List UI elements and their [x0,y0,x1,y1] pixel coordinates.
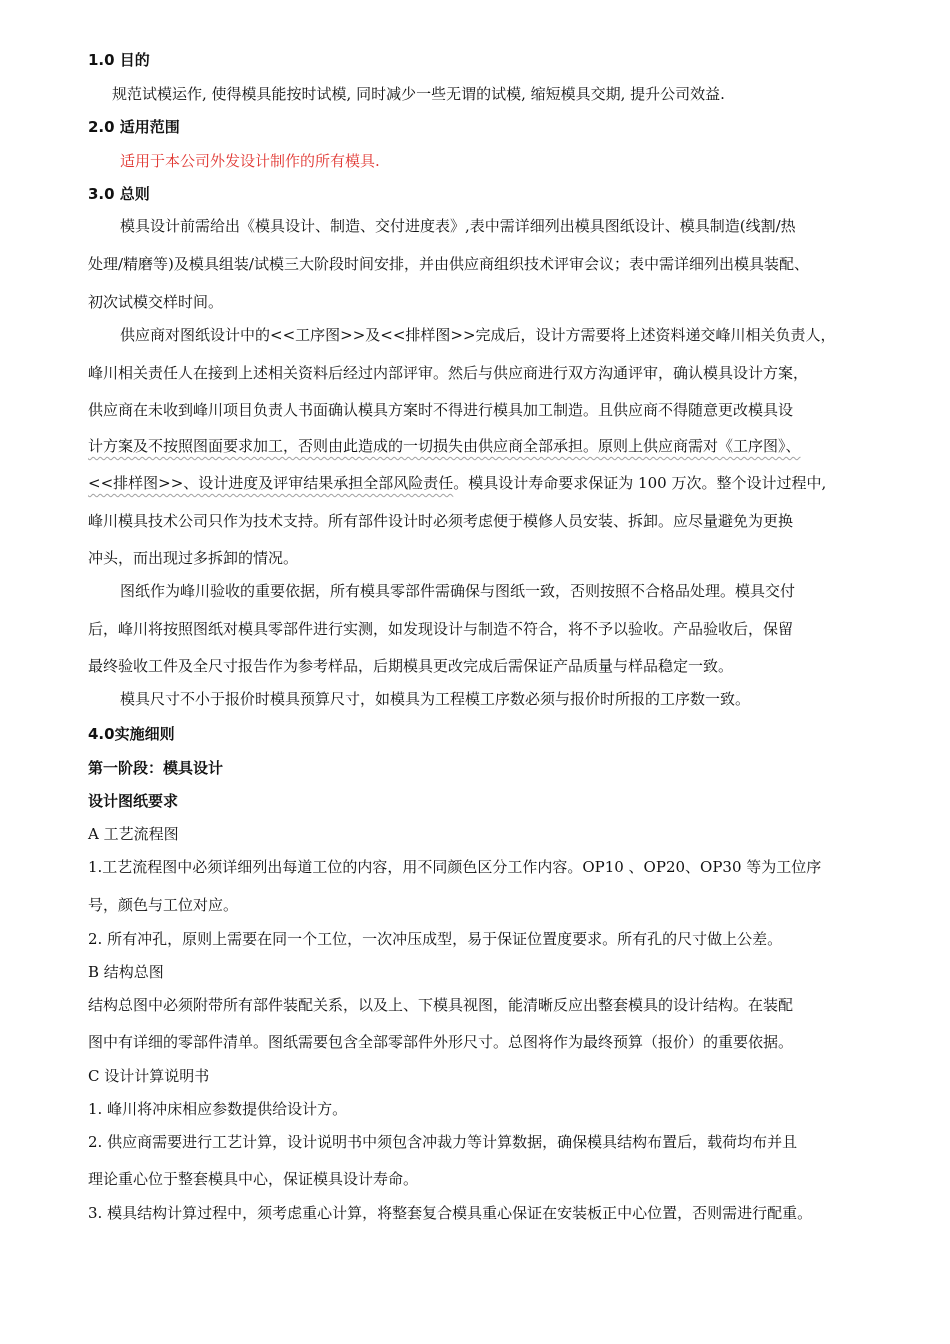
paragraph-line: 模具尺寸不小于报价时模具预算尺寸，如模具为工程模工序数必须与报价时所报的工序数一致。 [120,690,751,708]
paragraph-line: 图纸作为峰川验收的重要依据，所有模具零部件需确保与图纸一致，否则按照不合格品处理。模具交付 [120,582,796,600]
paragraph-line-segment: 。模具设计寿命要求保证为 100 万次。整个设计过程中, [453,474,827,492]
paragraph-line: 处理/精磨等)及模具组装/试模三大阶段时间安排，并由供应商组织技术评审会议；表中需详细列出模具装配、 [88,255,809,273]
paragraph-line: 最终验收工件及全尺寸报告作为参考样品，后期模具更改完成后需保证产品质量与样品稳定一致。 [88,657,734,675]
paragraph-line: 供应商对图纸设计中的<<工序图>>及<<排样图>>完成后，设计方需要将上述资料递交峰川相关负责人， [120,326,836,344]
paragraph-line: 冲头，而出现过多拆卸的情况。 [88,549,299,567]
paragraph-line: 供应商在未收到峰川项目负责人书面确认模具方案时不得进行模具加工制造。且供应商不得随意更改模具设 [88,401,794,419]
section-2-text: 适用于本公司外发设计制作的所有模具. [120,152,380,170]
paragraph-line: 理论重心位于整套模具中心，保证模具设计寿命。 [88,1170,419,1188]
section-3-heading: 3.0 总则 [88,185,150,203]
section-1-heading: 1.0 目的 [88,51,150,69]
paragraph-line: 峰川相关责任人在接到上述相关资料后经过内部评审。然后与供应商进行双方沟通评审，确认模具设计方案， [88,364,809,382]
subsection-heading: 设计图纸要求 [88,792,179,810]
stage-heading: 第一阶段：模具设计 [88,759,224,777]
paragraph-line: 1.工艺流程图中必须详细列出每道工位的内容，用不同颜色区分工作内容。OP10 、OP20、OP30 等为工位序 [88,858,822,876]
paragraph-line: 1. 峰川将冲床相应参数提供给设计方。 [88,1100,348,1118]
paragraph-line: 图中有详细的零部件清单。图纸需要包含全部零部件外形尺寸。总图将作为最终预算（报价）的重要依据。 [88,1033,794,1051]
paragraph-line: 模具设计前需给出《模具设计、制造、交付进度表》,表中需详细列出模具图纸设计、模具制造(线割/热 [120,217,796,235]
paragraph-line: 2. 供应商需要进行工艺计算，设计说明书中须包含冲裁力等计算数据，确保模具结构布置后，载荷均布并且 [88,1133,798,1151]
paragraph-line-group [88,473,826,493]
section-1-text: 规范试模运作, 使得模具能按时试模, 同时减少一些无谓的试模, 缩短模具交期, 提升公司效益. [112,85,725,103]
item-c-title: C 设计计算说明书 [88,1067,210,1085]
paragraph-line: 峰川模具技术公司只作为技术支持。所有部件设计时必须考虑便于模修人员安装、拆卸。应尽量避免为更换 [88,512,794,530]
paragraph-line: 结构总图中必须附带所有部件装配关系，以及上、下模具视图，能清晰反应出整套模具的设计结构。在装配 [88,996,794,1014]
item-a-title: A 工艺流程图 [88,825,179,843]
paragraph-line: 2. 所有冲孔，原则上需要在同一个工位，一次冲压成型，易于保证位置度要求。所有孔的尺寸做上公差。 [88,930,783,948]
item-b-title: B 结构总图 [88,963,164,981]
paragraph-line: 号，颜色与工位对应。 [88,896,239,914]
paragraph-line: 后，峰川将按照图纸对模具零部件进行实测，如发现设计与制造不符合，将不予以验收。产品验收后，保留 [88,620,794,638]
paragraph-line-segment: <<排样图>>、设计进度及评审结果承担全部风险责任 [88,474,454,492]
section-2-heading: 2.0 适用范围 [88,118,180,136]
section-4-heading: 4.0实施细则 [88,725,175,743]
paragraph-line: 计方案及不按照图面要求加工，否则由此造成的一切损失由供应商全部承担。原则上供应商需对《工序图》、 [88,437,801,455]
paragraph-line: 3. 模具结构计算过程中，须考虑重心计算，将整套复合模具重心保证在安装板正中心位置，否则需进行配重。 [88,1204,813,1222]
paragraph-line: 初次试模交样时间。 [88,293,224,311]
